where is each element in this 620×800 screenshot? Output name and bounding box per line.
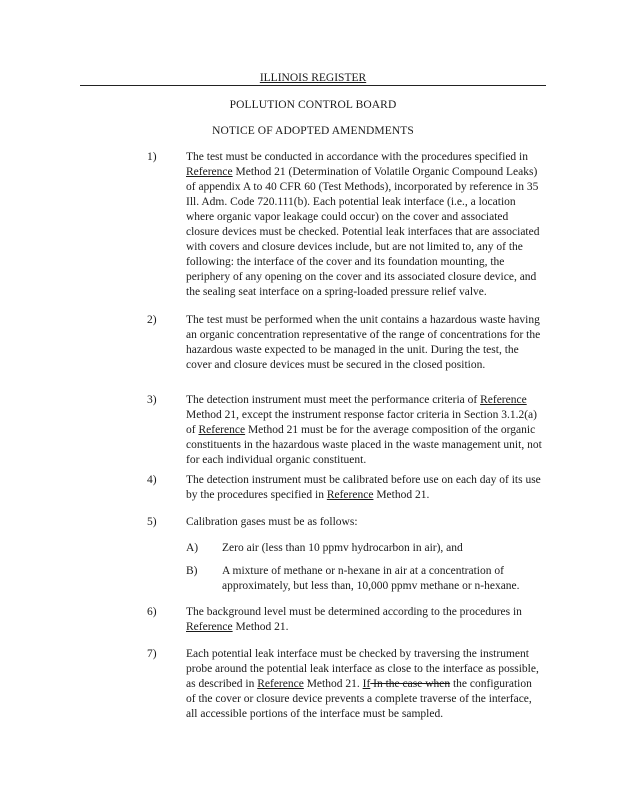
item-3-text: The detection instrument must meet the performance criteria of Reference Method 21, except the instrument response factor criteria in Section 3.1.2(a) of Reference Method 21 must be for the average composition of the organic constituents in the hazardous waste placed in the waste management unit, not for each individual organic constituent. (186, 394, 542, 466)
item-1-number: 1) (147, 151, 157, 163)
item-4-text: The detection instrument must be calibrated before use on each day of its use by the procedures specified in Reference Method 21. (186, 474, 541, 501)
item-2-number: 2) (147, 314, 157, 326)
item-2-text: The test must be performed when the unit contains a hazardous waste having an organic concentration representative of the range of concentrations for the hazardous waste expected to be managed in the unit. During the test, the cover and closure devices must be secured in the closed position. (186, 314, 541, 371)
header-rule (80, 85, 546, 86)
item-3-number: 3) (147, 394, 157, 406)
register-title: ILLINOIS REGISTER (259, 72, 367, 84)
item-1-text: The test must be conducted in accordance with the procedures specified in Reference Method 21 (Determination of Volatile Organic Compound Leaks) of appendix A to 40 CFR 60 (Test Methods), incorporated by reference in 35 Ill. Adm. Code 720.111(b). Each potential leak interface (i.e., a location where organic vapor leakage could occur) on the cover and associated closure devices must be checked. Potential leak interfaces that are associated with covers and closure devices include, but are not limited to, any of the following: the interface of the cover and its foundation mounting, the periphery of any opening on the cover and its associated closure device, and the sealing seat interface on a spring-loaded pressure relief valve. (186, 151, 540, 298)
item-7-text: Each potential leak interface must be checked by traversing the instrument probe around the potential leak interface as close to the interface as possible, as described in Reference Method 21. If In the case when the configuration of the cover or closure device prevents a complete traverse of the interface, all accessible portions of the interface must be sampled. (186, 648, 539, 720)
item-5-sub-b-label: B) (186, 565, 198, 577)
notice-heading: NOTICE OF ADOPTED AMENDMENTS (212, 125, 414, 137)
item-5-text: Calibration gases must be as follows: (186, 516, 358, 528)
board-heading: POLLUTION CONTROL BOARD (229, 99, 397, 111)
item-5-sub-b-text: A mixture of methane or n-hexane in air at a concentration of approximately, but less than, 10,000 ppmv methane or n-hexane. (222, 565, 520, 592)
item-5-sub-a-label: A) (186, 542, 199, 554)
item-4-number: 4) (147, 474, 157, 486)
item-5-number: 5) (147, 516, 157, 528)
item-5-sub-a-text: Zero air (less than 10 ppmv hydrocarbon in air), and (222, 542, 463, 554)
item-6-text: The background level must be determined according to the procedures in Reference Method 21. (186, 606, 522, 633)
item-7-number: 7) (147, 648, 157, 660)
item-6-number: 6) (147, 606, 157, 618)
